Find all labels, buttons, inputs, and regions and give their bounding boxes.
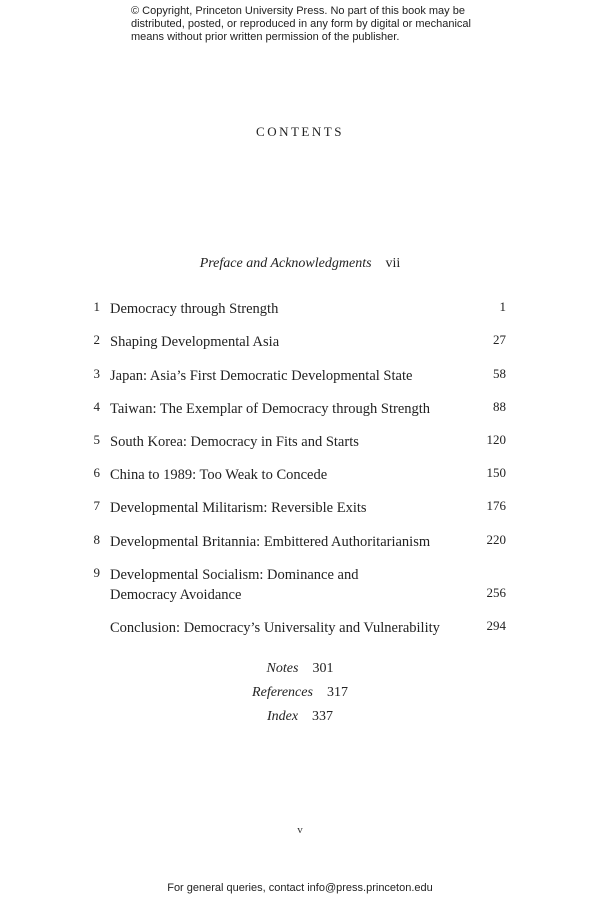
- chapter-number: 9: [93, 565, 100, 580]
- chapter-number: 5: [93, 432, 100, 447]
- toc-back-matter-entry: [0, 661, 600, 677]
- chapter-page: 1: [499, 299, 506, 314]
- chapter-number: 1: [93, 299, 100, 314]
- copyright-line: means without prior written permission of the publisher.: [131, 31, 400, 43]
- chapter-number: 7: [93, 498, 100, 513]
- chapter-title: Democracy through Strength: [110, 301, 279, 317]
- chapter-page: 256: [486, 585, 506, 600]
- chapter-number: 8: [93, 532, 100, 547]
- chapter-page: 294: [486, 618, 506, 633]
- entry-page: 317: [326, 685, 348, 700]
- chapter-number: 2: [93, 332, 100, 347]
- chapter-page: 150: [486, 465, 506, 480]
- chapter-page: 88: [493, 399, 506, 414]
- chapter-number: 4: [93, 399, 100, 414]
- toc-back-matter-entry: [0, 685, 600, 701]
- chapter-page: 220: [486, 532, 506, 547]
- page-folio: v: [297, 824, 303, 836]
- entry-page: 301: [312, 661, 334, 676]
- copyright-line: distributed, posted, or reproduced in any form by digital or mechanical: [131, 18, 471, 30]
- chapter-title: Developmental Britannia: Embittered Authoritarianism: [110, 534, 431, 550]
- chapter-page: 120: [486, 432, 506, 447]
- footer-notice: For general queries, contact info@press.princeton.edu: [167, 882, 433, 894]
- chapter-title: Conclusion: Democracy’s Universality and Vulnerability: [110, 620, 440, 636]
- chapter-number: 6: [93, 465, 100, 480]
- entry-title: Notes: [266, 661, 299, 676]
- chapter-title: Developmental Militarism: Reversible Exits: [110, 500, 367, 516]
- copyright-notice: [131, 5, 491, 44]
- toc-back-matter-entry: [0, 709, 600, 725]
- contents-heading: CONTENTS: [256, 124, 344, 139]
- chapter-page: 176: [486, 498, 506, 513]
- chapter-title: South Korea: Democracy in Fits and Starts: [110, 434, 359, 450]
- chapter-title: Japan: Asia’s First Democratic Developmental State: [110, 368, 413, 384]
- entry-title: References: [252, 685, 313, 700]
- chapter-title: Taiwan: The Exemplar of Democracy through Strength: [110, 401, 431, 417]
- chapter-title-line: Developmental Socialism: Dominance and: [110, 567, 359, 583]
- chapter-title: China to 1989: Too Weak to Concede: [110, 467, 328, 483]
- chapter-page: 27: [493, 332, 506, 347]
- chapter-page: 58: [493, 366, 506, 381]
- chapter-number: 3: [93, 366, 100, 381]
- copyright-line: © Copyright, Princeton University Press. No part of this book may be: [131, 5, 465, 17]
- chapter-title: Shaping Developmental Asia: [110, 334, 280, 350]
- entry-page: 337: [312, 709, 334, 724]
- entry-title: Preface and Acknowledgments: [199, 256, 372, 271]
- entry-page: vii: [385, 256, 401, 271]
- chapter-title-line: Democracy Avoidance: [110, 587, 242, 603]
- entry-title: Index: [266, 709, 299, 724]
- toc-front-matter-entry: [0, 256, 600, 272]
- chapter-title: [110, 565, 450, 605]
